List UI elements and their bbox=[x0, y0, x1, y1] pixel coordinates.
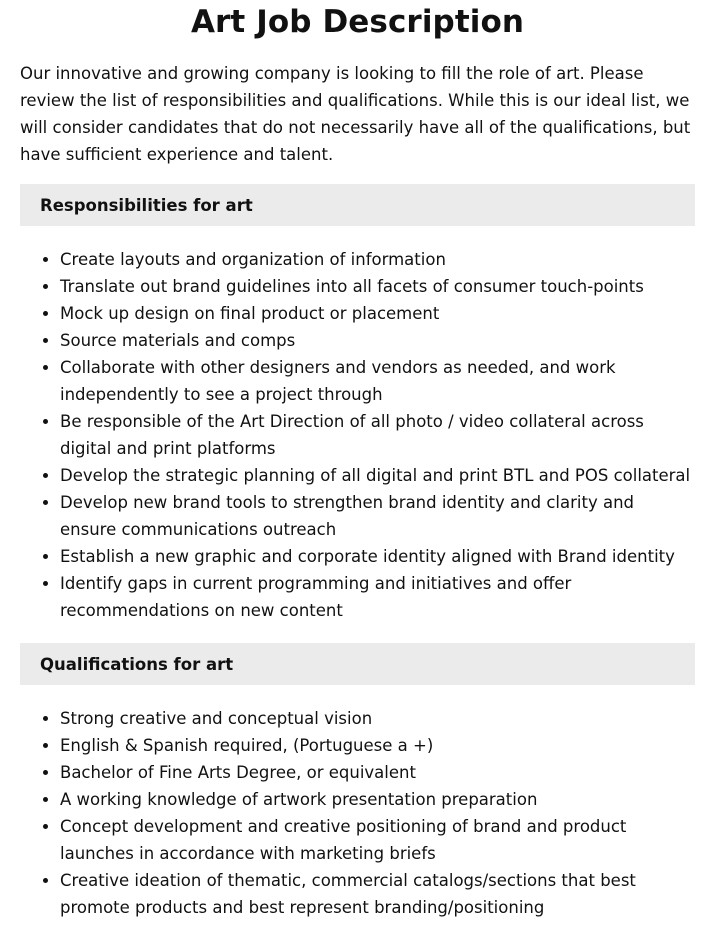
responsibility-item: • Translate out brand guidelines into all facets of consumer touch-points bbox=[60, 273, 695, 300]
responsibility-item: • Mock up design on final product or placement bbox=[60, 300, 695, 327]
responsibility-item: • Collaborate with other designers and vendors as needed, and work independently to see a project through bbox=[60, 354, 695, 408]
qualification-item: • English & Spanish required, (Portuguese a +) bbox=[60, 732, 695, 759]
intro-paragraph: Our innovative and growing company is looking to fill the role of art. Please review the list of responsibilities and qualifications. While this is our ideal list, we will consider candidates that do not necessarily have all of the qualifications, but have sufficient experience and talent. bbox=[20, 64, 691, 164]
responsibility-item: • Source materials and comps bbox=[60, 327, 695, 354]
page-title: Art Job Description bbox=[190, 4, 525, 40]
responsibility-item: • Create layouts and organization of information bbox=[60, 246, 695, 273]
qualifications-list bbox=[20, 705, 695, 921]
responsibility-item: • Develop the strategic planning of all digital and print BTL and POS collateral bbox=[60, 462, 695, 489]
qualification-item: • Strong creative and conceptual vision bbox=[60, 705, 695, 732]
qualification-item: • Bachelor of Fine Arts Degree, or equivalent bbox=[60, 759, 695, 786]
responsibilities-list bbox=[20, 246, 695, 624]
responsibilities-heading: Responsibilities for art bbox=[20, 184, 695, 226]
qualification-item: • Creative ideation of thematic, commercial catalogs/sections that best promote products and best represent branding/positioning bbox=[60, 867, 695, 921]
responsibility-item: • Be responsible of the Art Direction of all photo / video collateral across digital and print platforms bbox=[60, 408, 695, 462]
responsibility-item: • Establish a new graphic and corporate identity aligned with Brand identity bbox=[60, 543, 695, 570]
responsibility-item: • Develop new brand tools to strengthen brand identity and clarity and ensure communications outreach bbox=[60, 489, 695, 543]
qualification-item: • Concept development and creative positioning of brand and product launches in accordance with marketing briefs bbox=[60, 813, 695, 867]
responsibility-item: • Identify gaps in current programming and initiatives and offer recommendations on new content bbox=[60, 570, 695, 624]
qualifications-heading: Qualifications for art bbox=[20, 643, 695, 685]
qualification-item: • A working knowledge of artwork presentation preparation bbox=[60, 786, 695, 813]
